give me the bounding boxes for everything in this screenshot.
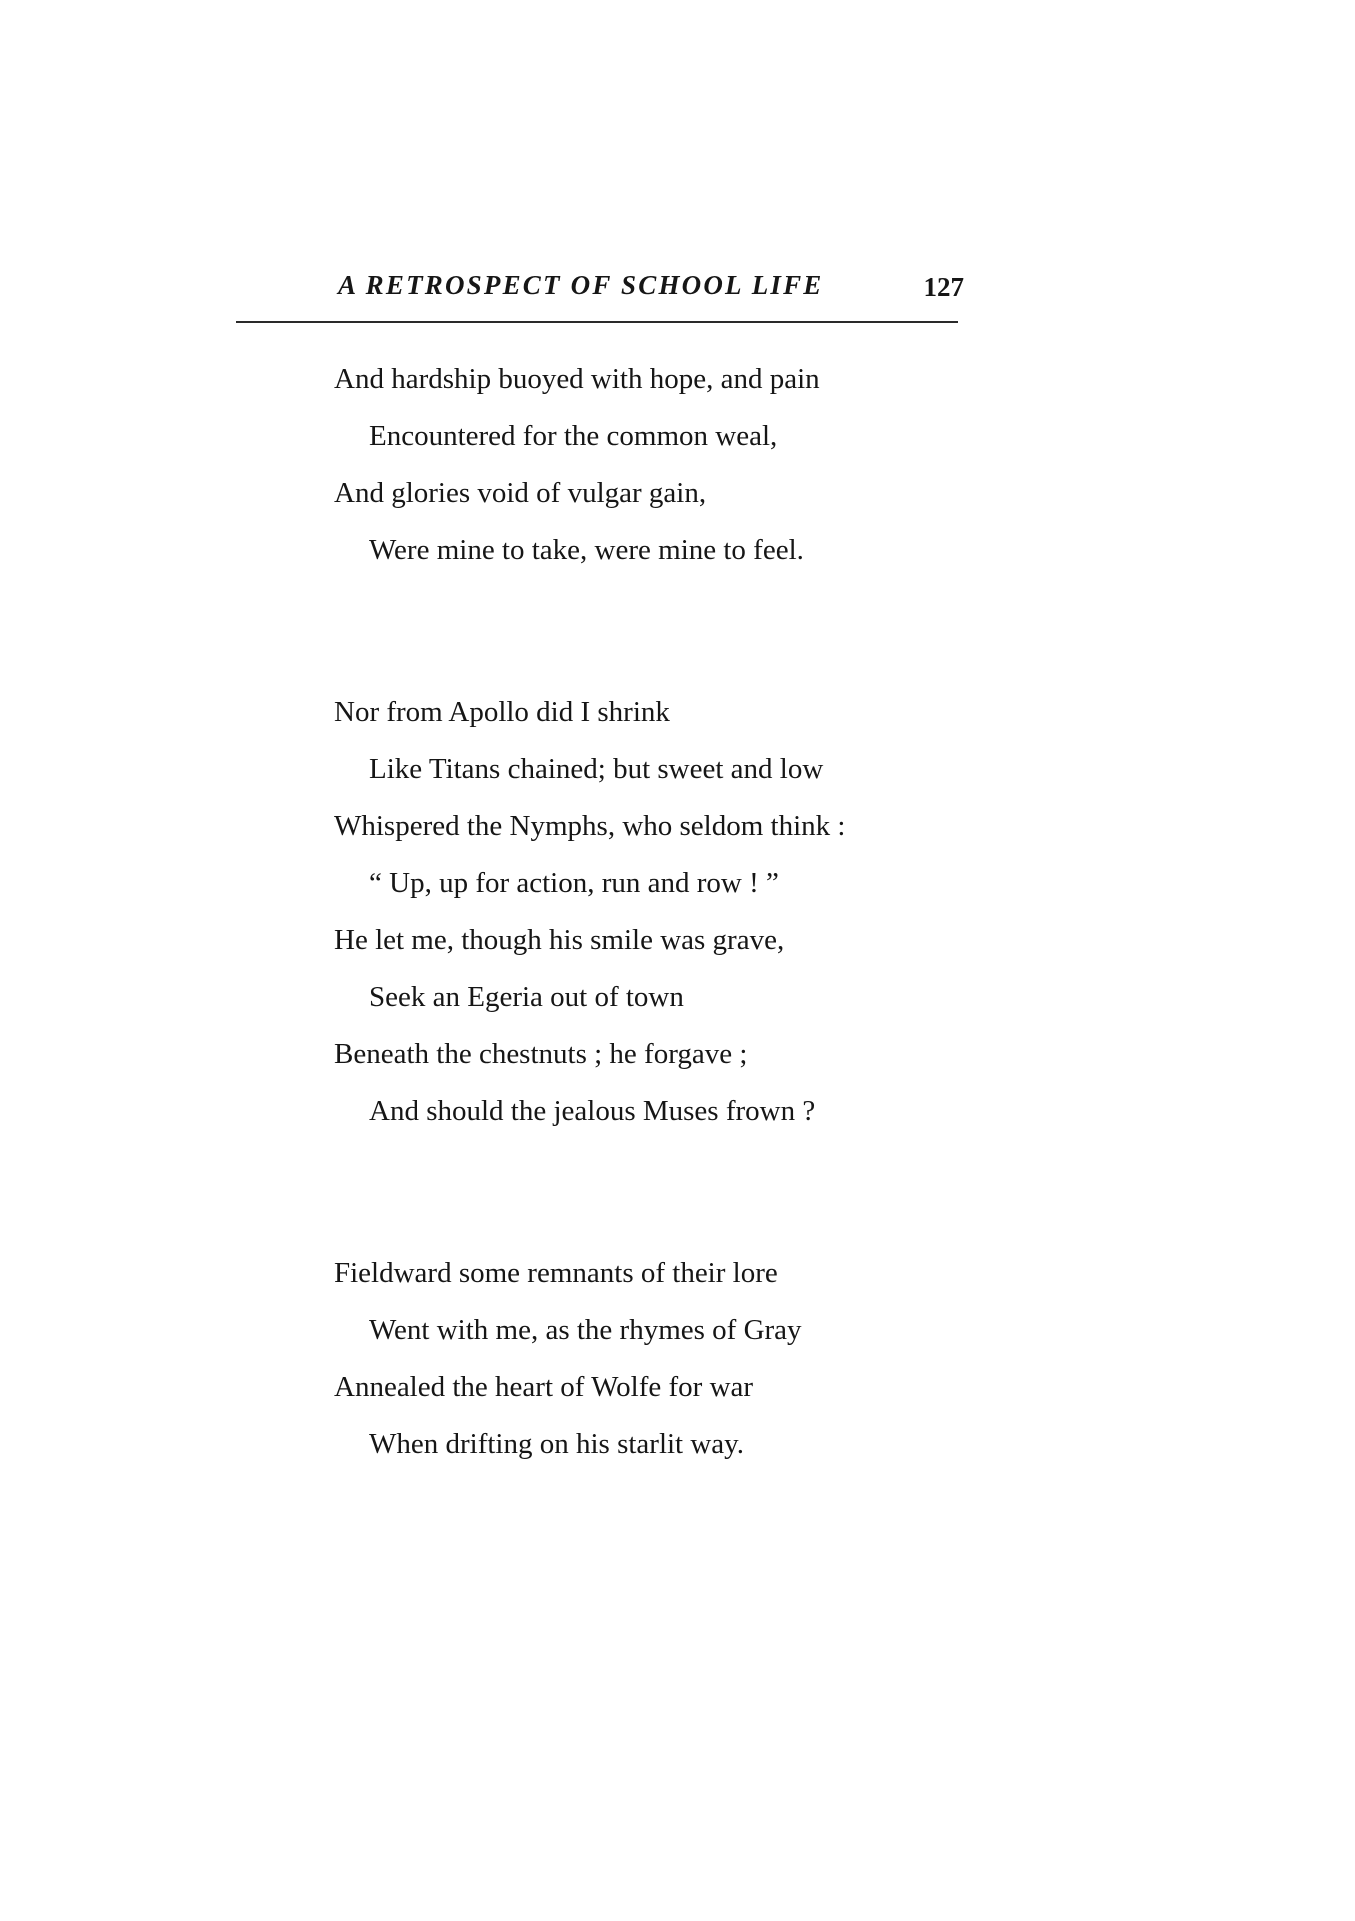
poem-line: Annealed the heart of Wolfe for war <box>334 1371 754 1403</box>
poem-line: Seek an Egeria out of town <box>369 981 684 1013</box>
stanza-1 <box>334 351 820 579</box>
page-number: 127 <box>923 272 964 302</box>
poem-line: “ Up, up for action, run and row ! ” <box>369 867 779 899</box>
poem-line: Encountered for the common weal, <box>369 420 778 452</box>
poem-line: Went with me, as the rhymes of Gray <box>369 1314 802 1346</box>
running-title: A RETROSPECT OF SCHOOL LIFE <box>338 270 824 300</box>
poem-line: Fieldward some remnants of their lore <box>334 1257 778 1289</box>
running-head <box>334 268 964 308</box>
poem-line: Were mine to take, were mine to feel. <box>369 534 804 566</box>
stanza-2 <box>334 684 845 1140</box>
poem-line: Nor from Apollo did I shrink <box>334 696 670 728</box>
poem-line: Like Titans chained; but sweet and low <box>369 753 824 785</box>
poem-line: And glories void of vulgar gain, <box>334 477 707 509</box>
poem-line: He let me, though his smile was grave, <box>334 924 785 956</box>
header-rule <box>236 321 958 323</box>
stanza-3 <box>334 1245 802 1473</box>
poem-line: Whispered the Nymphs, who seldom think : <box>334 810 846 842</box>
poem-line: Beneath the chestnuts ; he forgave ; <box>334 1038 748 1070</box>
poem-line: And hardship buoyed with hope, and pain <box>334 363 820 395</box>
poem-line: And should the jealous Muses frown ? <box>369 1095 816 1127</box>
poem-line: When drifting on his starlit way. <box>369 1428 745 1460</box>
